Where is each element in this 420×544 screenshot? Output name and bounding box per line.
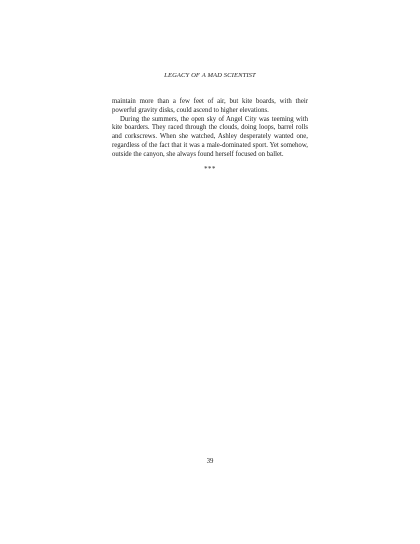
scene-break: *** (204, 165, 216, 173)
running-header: LEGACY OF A MAD SCIENTIST (164, 72, 256, 79)
page-number: 39 (206, 458, 214, 465)
body-text (112, 98, 308, 174)
paragraph: During the summers, the open sky of Angel City was teeming with kite boarders. They raced through the clouds, doing loops, barrel rolls and corkscrews. When she watched, Ashley desperately wanted one, regardless of the fact that it was a male-dominated sport. Yet somehow, outside the canyon, she always found herself focused on ballet. (112, 115, 308, 158)
paragraph: maintain more than a few feet of air, but kite boards, with their powerful gravity disks, could ascend to higher elevations. (112, 98, 308, 114)
